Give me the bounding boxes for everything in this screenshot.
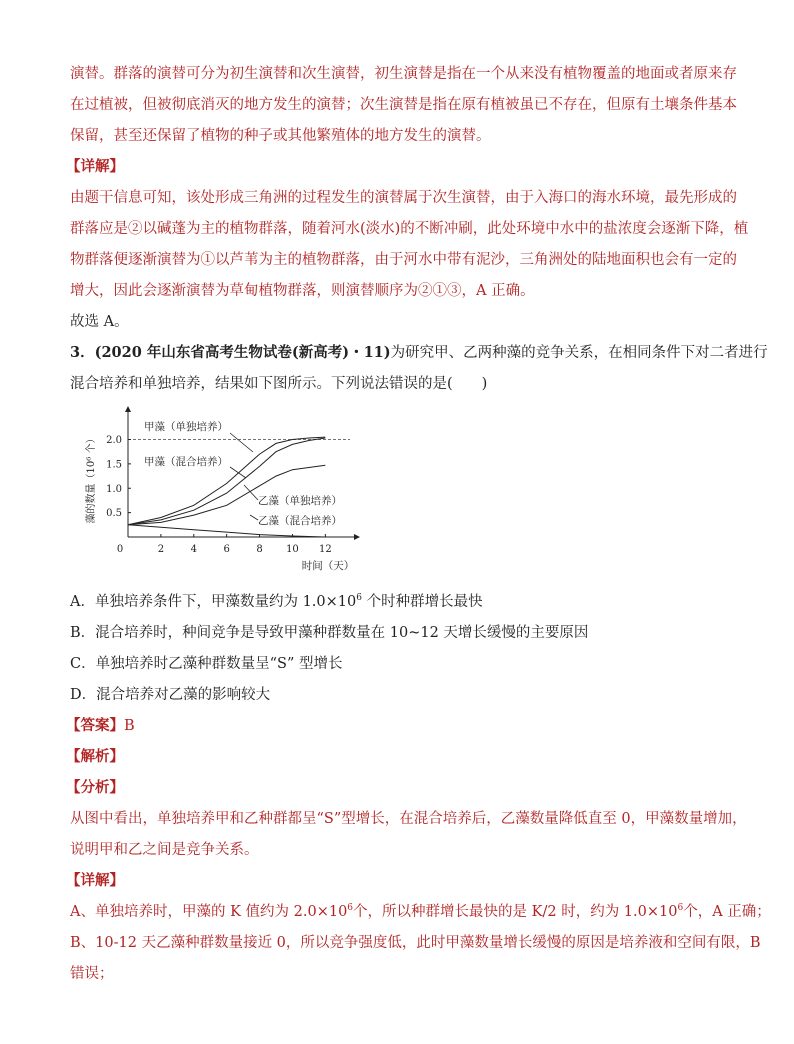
text-line: 在过植被，但被彻底消灭的地方发生的演替；次生演替是指在原有植被虽已不存在，但原有土壤条件基本 bbox=[70, 97, 737, 113]
analysis-tag: 【解析】 bbox=[66, 748, 124, 765]
option-a: A．单独培养条件下，甲藻数量约为 $1.0\times 10^6$ 个时种群增长最快 bbox=[70, 593, 483, 610]
x-tick-label: 6 bbox=[223, 544, 230, 555]
y-axis-arrow bbox=[125, 406, 131, 412]
series-line-2 bbox=[128, 438, 325, 525]
x-tick-label: 8 bbox=[256, 544, 263, 555]
text-line: B、10-12 天乙藻种群数量接近 0，所以竞争强度低，此时甲藻数量增长缓慢的原因是培养液和空间有限，B bbox=[70, 935, 761, 951]
detail-tag: 【详解】 bbox=[66, 872, 124, 889]
x-tick-label: 2 bbox=[157, 544, 165, 555]
text-line: 错误； bbox=[70, 966, 114, 982]
y-tick-label: 2.0 bbox=[106, 435, 122, 446]
x-tick-label: 12 bbox=[318, 544, 332, 555]
series-label: 乙藻（单独培养） bbox=[258, 495, 342, 507]
answer-value: B bbox=[124, 718, 135, 734]
detail-tag: 【详解】 bbox=[66, 158, 124, 175]
option-b: B．混合培养时，种间竞争是导致甲藻种群数量在 10~12 天增长缓慢的主要原因 bbox=[70, 625, 589, 641]
choose-answer: 故选 A。 bbox=[70, 314, 129, 330]
series-label-leader bbox=[244, 485, 258, 500]
option-c: C．单独培养时乙藻种群数量呈“S” 型增长 bbox=[70, 656, 343, 672]
option-d: D．混合培养对乙藻的影响较大 bbox=[70, 687, 271, 703]
x-axis-arrow bbox=[354, 534, 360, 540]
text-line: 增大，因此会逐渐演替为草甸植物群落，则演替顺序为②①③，A 正确。 bbox=[70, 283, 535, 299]
answer-tag: 【答案】 bbox=[66, 717, 124, 734]
series-label-leader bbox=[230, 433, 253, 452]
y-tick-label: 1.5 bbox=[106, 459, 122, 471]
question-stem: 为研究甲、乙两种藻的竞争关系，在相同条件下对二者进行 bbox=[390, 345, 768, 361]
text-line: A、单独培养时，甲藻的 K 值约为 $2.0\times 10^6$个，所以种群增长最快的是 K/2 时，约为 $1.0\times 10^6$个，A 正确； bbox=[70, 903, 771, 920]
series-label: 甲藻（混合培养） bbox=[144, 456, 228, 468]
y-tick-label: 1.0 bbox=[106, 483, 122, 495]
text-line: 保留，甚至还保留了植物的种子或其他繁殖体的地方发生的演替。 bbox=[70, 128, 491, 144]
x-tick-label: 10 bbox=[286, 544, 299, 555]
answer bbox=[66, 716, 726, 736]
text-line: 说明甲和乙之间是竞争关系。 bbox=[70, 842, 259, 858]
y-axis-label: 藻的数量（10⁶ 个） bbox=[86, 433, 97, 524]
x-tick-label: 0 bbox=[116, 544, 124, 555]
question-source: (2020 年山东省高考生物试卷(新高考)・11) bbox=[94, 344, 391, 361]
series-label: 乙藻（混合培养） bbox=[258, 515, 342, 527]
text-line: 物群落便逐渐演替为①以芦苇为主的植物群落，由于河水中带有泥沙，三角洲处的陆地面积也会有一定的 bbox=[70, 252, 737, 268]
question-3-stem-2: 混合培养和单独培养，结果如下图所示。下列说法错误的是( ) bbox=[70, 376, 488, 392]
text-line: 由题干信息可知，该处形成三角洲的过程发生的演替属于次生演替，由于入海口的海水环境，最先形成的 bbox=[70, 190, 737, 206]
series-line-1 bbox=[128, 437, 325, 525]
y-tick-label: 0.5 bbox=[106, 508, 122, 520]
x-axis-label: 时间（天） bbox=[301, 560, 355, 572]
series-label: 甲藻（单独培养） bbox=[144, 421, 228, 433]
question-3-stem-1 bbox=[70, 343, 768, 363]
series-label-leader bbox=[250, 515, 258, 520]
question-number: 3． bbox=[70, 344, 95, 361]
fenxi-tag: 【分析】 bbox=[66, 779, 124, 796]
text-line: 群落应是②以碱蓬为主的植物群落，随着河水(淡水)的不断冲刷，此处环境中水中的盐浓度会逐渐下降，植 bbox=[70, 221, 749, 237]
algae-growth-chart bbox=[80, 405, 380, 585]
x-tick-label: 4 bbox=[190, 544, 197, 555]
text-line: 从图中看出，单独培养甲和乙种群都呈“S”型增长，在混合培养后，乙藻数量降低直至 0，甲藻数量增加， bbox=[70, 811, 747, 827]
text-line: 演替。群落的演替可分为初生演替和次生演替，初生演替是指在一个从来没有植物覆盖的地面或者原来存 bbox=[70, 66, 737, 82]
